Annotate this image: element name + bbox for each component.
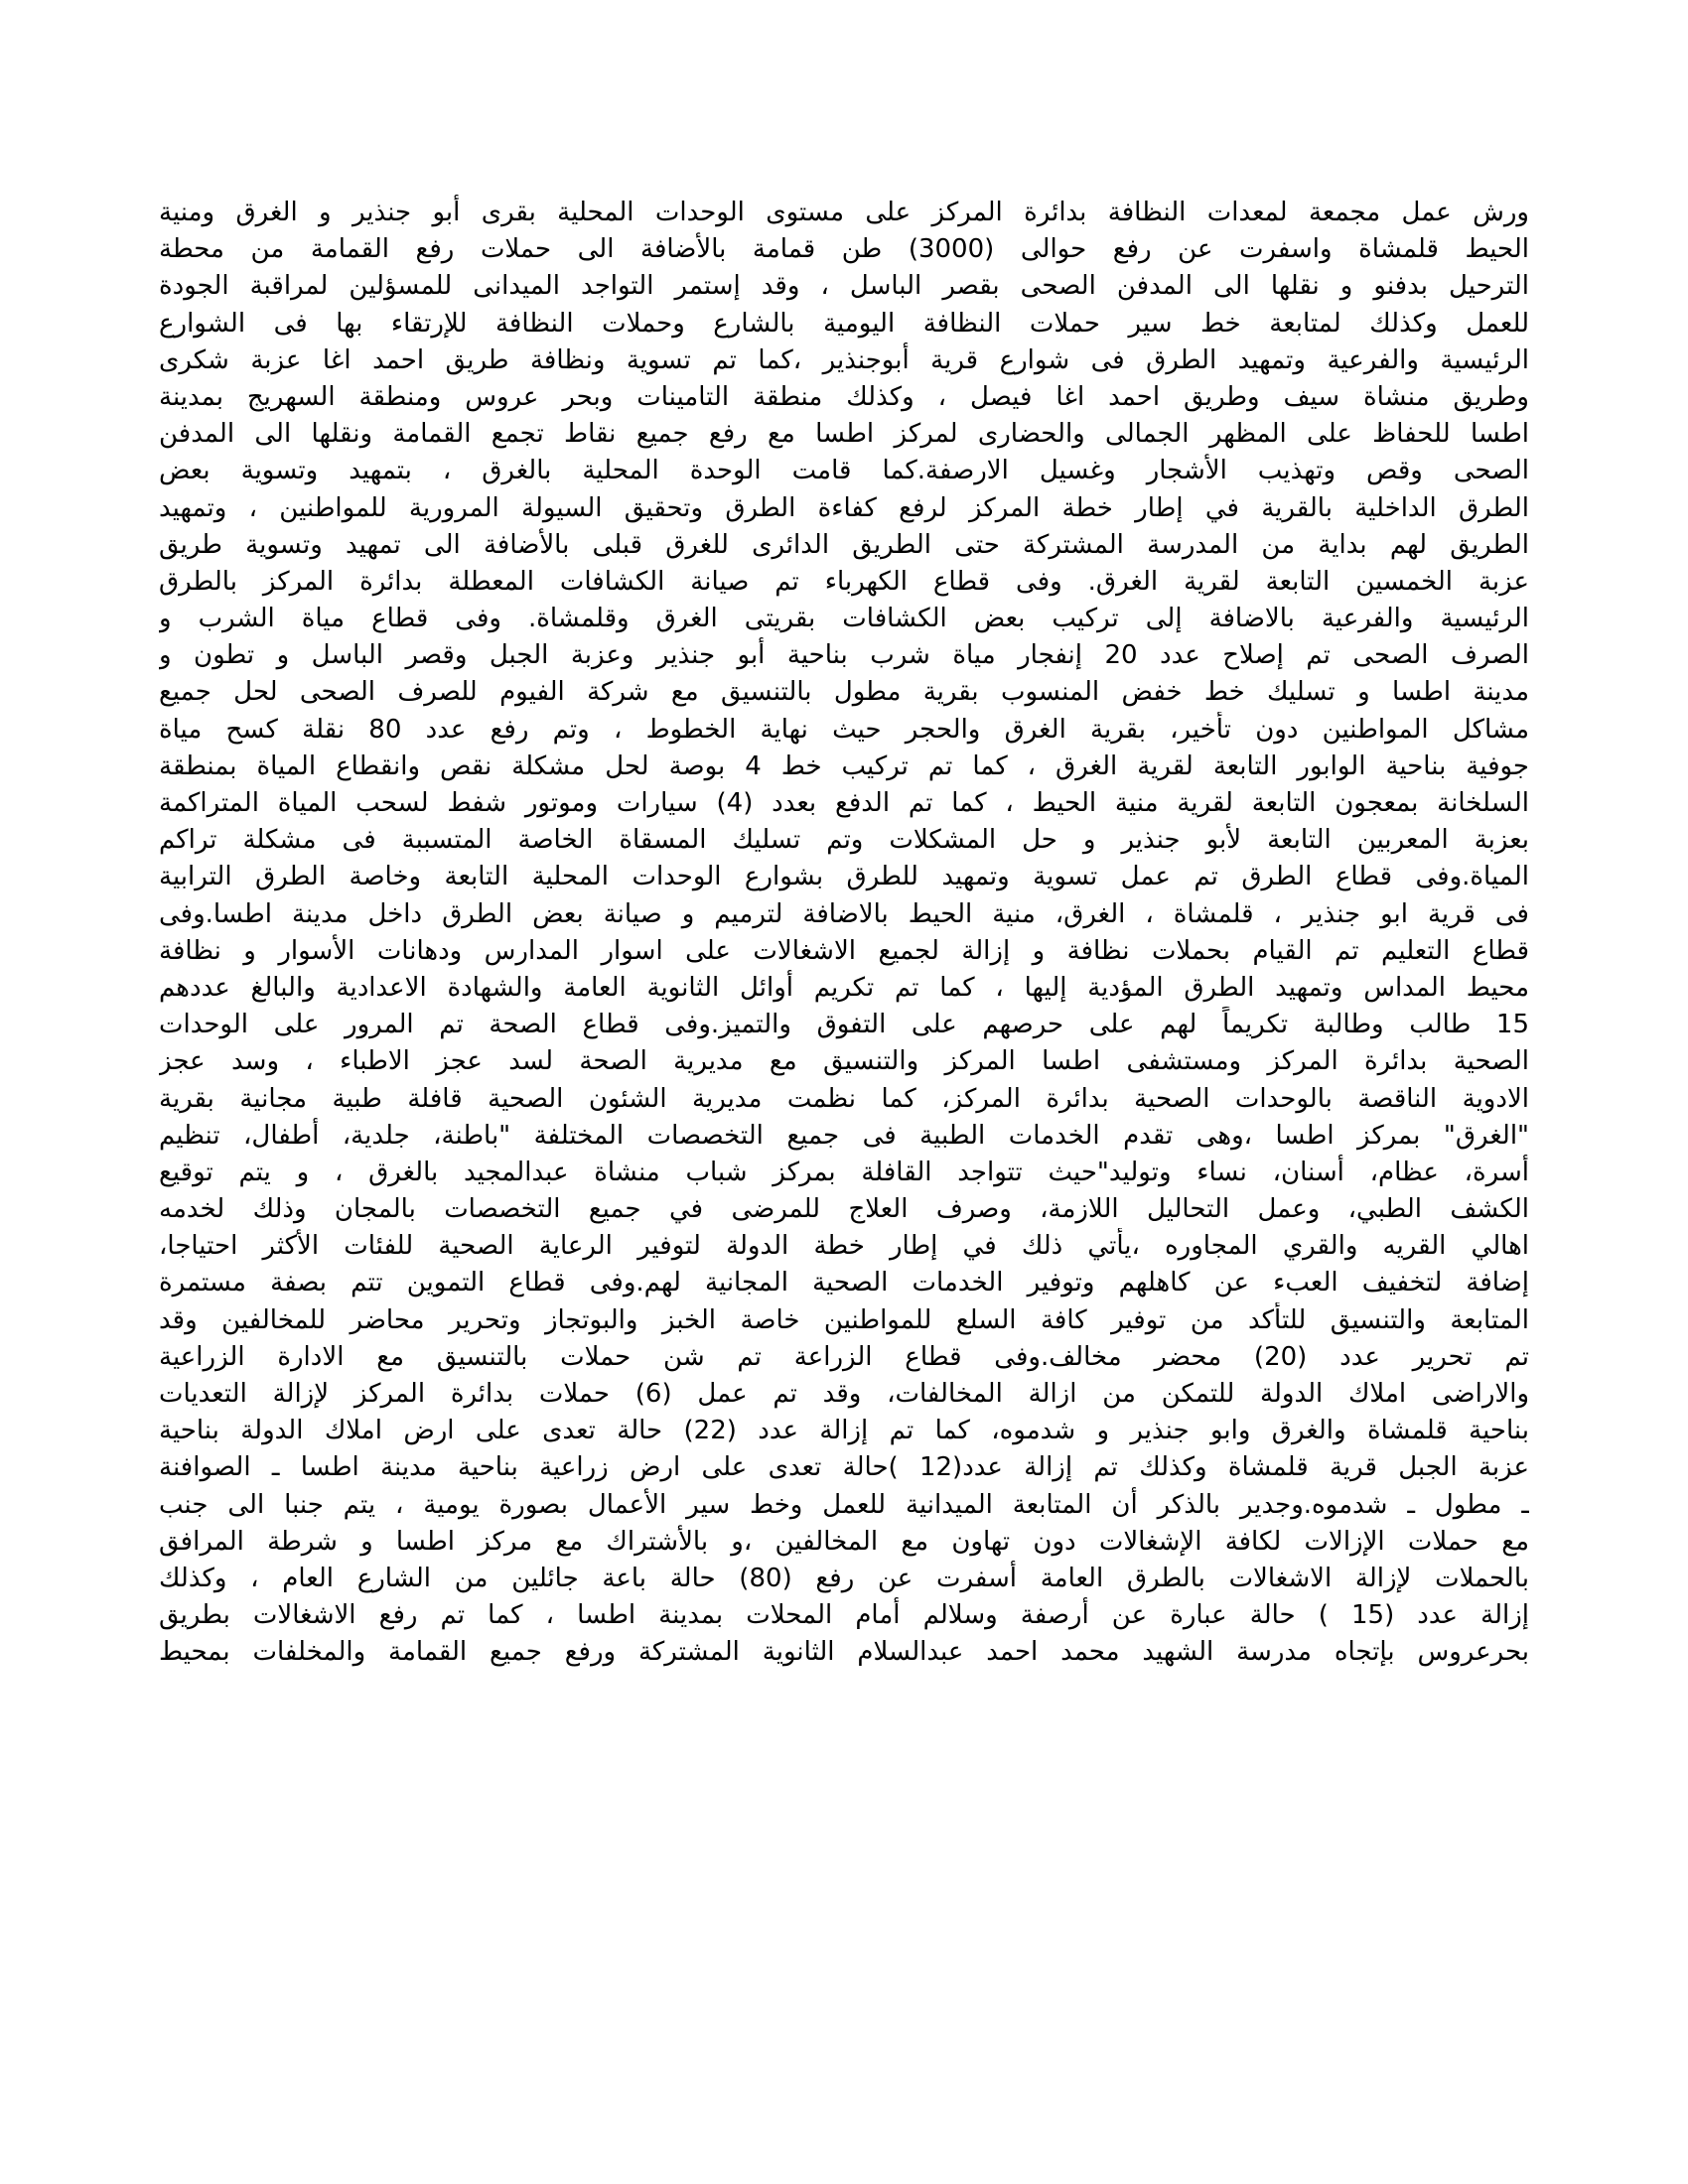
text-line: مدينة اطسا و تسليك خط خفض المنسوب بقرية مطول بالتنسيق مع شركة الفيوم للصرف الصحى لحل جميع bbox=[159, 677, 1529, 708]
text-line: بناحية قلمشاة والغرق وابو جنذير و شدموه، كما تم إزالة عدد (22) حالة تعدى على ارض املاك الدولة بناحية bbox=[159, 1416, 1529, 1446]
text-line: فى قرية ابو جنذير ، قلمشاة ، الغرق، منية الحيط بالاضافة لترميم و صيانة بعض الطرق داخل مدينة اطسا.وفى bbox=[159, 898, 1529, 929]
text-line: وطريق منشاة سيف وطريق احمد اغا فيصل ، وكذلك منطقة التامينات وبحر عروس ومنطقة السهريج بمدينة bbox=[159, 381, 1529, 412]
text-line: اطسا للحفاظ على المظهر الجمالى والحضارى لمركز اطسا مع رفع جميع نقاط تجمع القمامة ونقلها الى المدفن bbox=[159, 419, 1529, 450]
text-line: الرئيسية والفرعية بالاضافة إلى تركيب بعض الكشافات بقريتى الغرق وقلمشاة. وفى قطاع مياة الشرب و bbox=[159, 604, 1529, 634]
text-line: السلخانة بمعجون التابعة لقرية منية الحيط ، كما تم الدفع بعدد (4) سيارات وموتور شفط لسحب المياة المتراكمة bbox=[159, 788, 1529, 818]
text-line: قطاع التعليم تم القيام بحملات نظافة و إزالة لجميع الاشغالات على اسوار المدارس ودهانات الأسوار و نظافة bbox=[159, 935, 1529, 966]
text-line: للعمل وكذلك لمتابعة خط سير حملات النظافة اليومية بالشارع وحملات النظافة للإرتقاء بها فى الشوارع bbox=[159, 308, 1529, 339]
text-line: الصحى وقص وتهذيب الأشجار وغسيل الارصفة.كما قامت الوحدة المحلية بالغرق ، بتمهيد وتسوية بعض bbox=[159, 456, 1529, 486]
text-line: الحيط قلمشاة واسفرت عن رفع حوالى (3000) طن قمامة بالأضافة الى حملات رفع القمامة من محطة bbox=[159, 234, 1529, 265]
text-line: الصحية بدائرة المركز ومستشفى اطسا المركز والتنسيق مع مديرية الصحة لسد عجز الاطباء ، وسد عجز bbox=[159, 1046, 1529, 1077]
text-line: الطرق الداخلية بالقرية في إطار خطة المركز لرفع كفاءة الطرق وتحقيق السيولة المرورية للمواطنين ، وتمهيد bbox=[159, 492, 1529, 523]
text-line: بحرعروس بإتجاه مدرسة الشهيد محمد احمد عبدالسلام الثانوية المشتركة ورفع جميع القمامة والمخلفات بمحيط bbox=[159, 1637, 1529, 1668]
text-line: والاراضى املاك الدولة للتمكن من ازالة المخالفات، وقد تم عمل (6) حملات بدائرة المركز لإزالة التعديات bbox=[159, 1379, 1529, 1409]
text-line: إزالة عدد (15 ) حالة عبارة عن أرصفة وسلالم أمام المحلات بمدينة اطسا ، كما تم رفع الاشغالات بطريق bbox=[159, 1600, 1529, 1631]
text-line: "الغرق" بمركز اطسا ،وهى تقدم الخدمات الطبية فى جميع التخصصات المختلفة "باطنة، جلدية، أطفال، تنظيم bbox=[159, 1120, 1529, 1151]
text-line: ورش عمل مجمعة لمعدات النظافة بدائرة المركز على مستوى الوحدات المحلية بقرى أبو جنذير و الغرق ومنية bbox=[159, 198, 1529, 227]
text-line: مع حملات الإزالات لكافة الإشغالات دون تهاون مع المخالفين ،و بالأشتراك مع مركز اطسا و شرطة المرافق bbox=[159, 1526, 1529, 1557]
text-line: المياة.وفى قطاع الطرق تم عمل تسوية وتمهيد للطرق بشوارع الوحدات المحلية التابعة وخاصة الطرق الترابية bbox=[159, 862, 1529, 892]
text-line: الطريق لهم بداية من المدرسة المشتركة حتى الطريق الدائرى للغرق قبلى بالأضافة الى تمهيد وتسوية طريق bbox=[159, 529, 1529, 560]
text-line: إضافة لتخفيف العبء عن كاهلهم وتوفير الخدمات الصحية المجانية لهم.وفى قطاع التموين تتم بصفة مستمرة bbox=[159, 1268, 1529, 1298]
text-line: مشاكل المواطنين دون تأخير، بقرية الغرق والحجر حيث نهاية الخطوط ، وتم رفع عدد 80 نقلة كسح مياة bbox=[159, 714, 1529, 745]
text-line: محيط المداس وتمهيد الطرق المؤدية إليها ، كما تم تكريم أوائل الثانوية العامة والشهادة الاعدادية والبالغ عددهم bbox=[159, 972, 1529, 1003]
body-paragraph bbox=[159, 195, 1529, 1672]
text-line: الصرف الصحى تم إصلاح عدد 20 إنفجار مياة شرب بناحية أبو جنذير وعزبة الجبل وقصر الباسل و تطون و bbox=[159, 640, 1529, 671]
text-line: الرئيسية والفرعية وتمهيد الطرق فى شوارع قرية أبوجنذير ،كما تم تسوية ونظافة طريق احمد اغا عزبة شكرى bbox=[159, 344, 1529, 375]
text-line: اهالي القريه والقري المجاوره ،يأتي ذلك في إطار خطة الدولة لتوفير الرعاية الصحية للفئات الأكثر احتياجا، bbox=[159, 1231, 1529, 1262]
text-line: المتابعة والتنسيق للتأكد من توفير كافة السلع للمواطنين خاصة الخبز والبوتجاز وتحرير محاضر للمخالفين وقد bbox=[159, 1304, 1529, 1335]
text-line: بالحملات لإزالة الاشغالات بالطرق العامة أسفرت عن رفع (80) حالة باعة جائلين من الشارع العام ، وكذلك bbox=[159, 1563, 1529, 1593]
text-line: الادوية الناقصة بالوحدات الصحية بدائرة المركز، كما نظمت مديرية الشئون الصحية قافلة طبية مجانية بقرية bbox=[159, 1083, 1529, 1114]
text-line: ـ مطول ـ شدموه.وجدير بالذكر أن المتابعة الميدانية للعمل وخط سير الأعمال بصورة يومية ، يتم جنبا الى جنب bbox=[159, 1489, 1529, 1520]
text-line: جوفية بناحية الوابور التابعة لقرية الغرق ، كما تم تركيب خط 4 بوصة لحل مشكلة نقص وانقطاع المياة بمنطقة bbox=[159, 751, 1529, 781]
text-line: تم تحرير عدد (20) محضر مخالف.وفى قطاع الزراعة تم شن حملات بالتنسيق مع الادارة الزراعية bbox=[159, 1341, 1529, 1372]
text-line: الكشف الطبي، وعمل التحاليل اللازمة، وصرف العلاج للمرضى في جميع التخصصات بالمجان وذلك لخدمه bbox=[159, 1194, 1529, 1225]
text-line: 15 طالب وطالبة تكريماً لهم على حرصهم على التفوق والتميز.وفى قطاع الصحة تم المرور على الوحدات bbox=[159, 1010, 1529, 1040]
text-line: عزبة الخمسين التابعة لقرية الغرق. وفى قطاع الكهرباء تم صيانة الكشافات المعطلة بدائرة المركز بالطرق bbox=[159, 566, 1529, 597]
text-line: الترحيل بدفنو و نقلها الى المدفن الصحى بقصر الباسل ، وقد إستمر التواجد الميدانى للمسؤلين لمراقبة الجودة bbox=[159, 271, 1529, 302]
text-line: أسرة، عظام، أسنان، نساء وتوليد"حيث تتواجد القافلة بمركز شباب منشاة عبدالمجيد بالغرق ، و يتم توقيع bbox=[159, 1157, 1529, 1187]
text-line: عزبة الجبل قرية قلمشاة وكذلك تم إزالة عدد(12 )حالة تعدى على ارض زراعية بناحية مدينة اطسا ـ الصوافنة bbox=[159, 1452, 1529, 1483]
text-line: بعزبة المعربين التابعة لأبو جنذير و حل المشكلات وتم تسليك المسقاة الخاصة المتسببة فى مشكلة تراكم bbox=[159, 825, 1529, 856]
